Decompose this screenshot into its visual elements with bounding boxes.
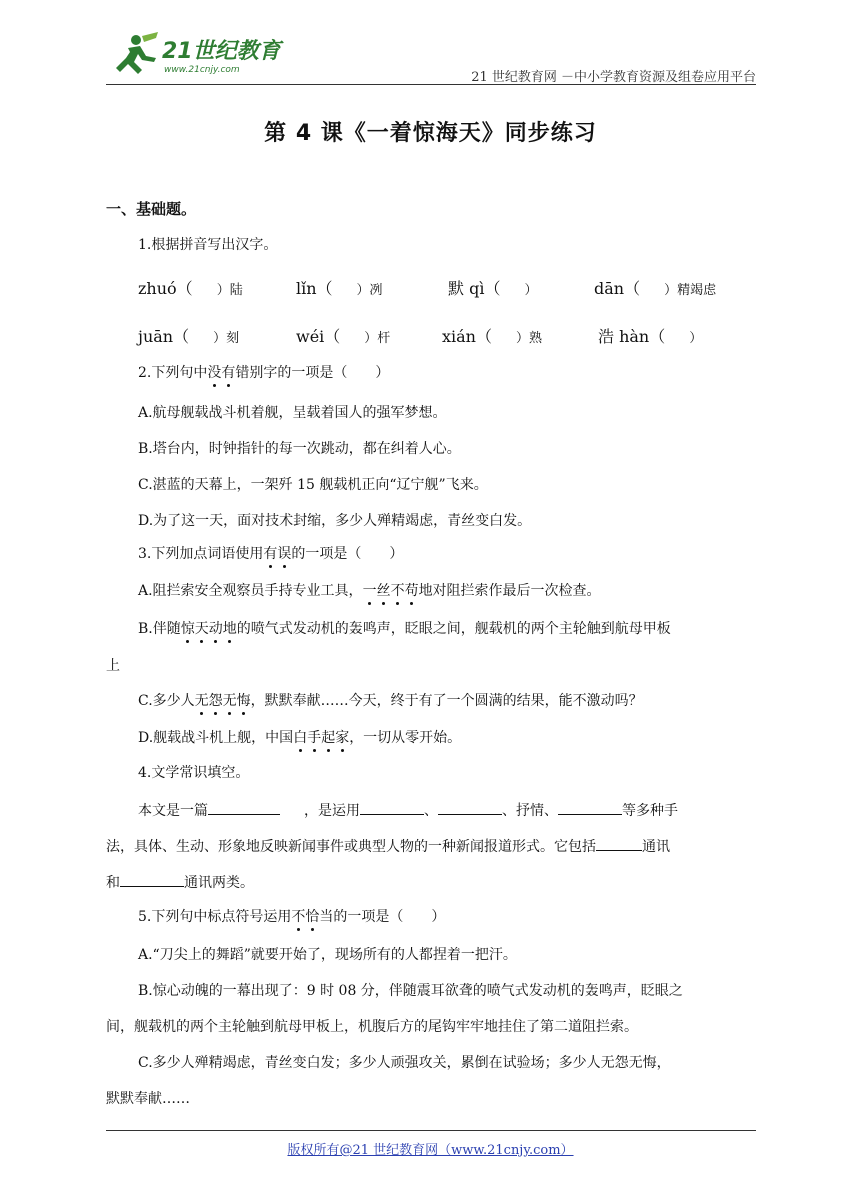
pinyin-item: 默 qì（ ） [448,279,538,298]
document-title: 第 4 课《一着惊海天》同步练习 [264,121,597,146]
answer-blank[interactable] [596,836,642,851]
copyright-footer[interactable] [0,1139,861,1158]
question-5-option-a: A.“刀尖上的舞蹈”就要开始了，现场所有的人都捏着一把汗。 [138,947,517,963]
question-2-option-b: B.塔台内，时钟指针的每一次跳动，都在纠着人心。 [138,441,461,457]
question-2-option-d: D.为了这一天，面对技术封缩，多少人殚精竭虑，青丝变白发。 [138,513,532,529]
footer-divider [106,1130,756,1131]
question-2-prompt: 2.下列句中没有错别字的一项是（ ） [106,362,788,382]
page-header [106,28,756,84]
answer-blank[interactable] [558,800,622,815]
question-5-prompt: 5.下列句中标点符号运用不恰当的一项是（ ） [106,906,788,926]
question-2-option-a: A.航母舰载战斗机着舰，呈载着国人的强军梦想。 [138,405,447,421]
answer-blank[interactable] [360,800,424,815]
question-3-option-c: C.多少人无怨无悔，默默奉献……今天，终于有了一个圆满的结果，能不激动吗？ [106,690,788,710]
pinyin-item: wéi（ ）杆 [296,327,391,346]
answer-blank[interactable] [208,800,280,815]
section-heading-basic: 一、基础题。 [106,200,197,218]
site-logo [106,28,286,80]
question-3-prompt: 3.下列加点词语使用有误的一项是（ ） [106,543,788,563]
question-5-option-b-line-1: B.惊心动魄的一幕出现了：9 时 08 分，伴随震耳欲聋的喷气式发动机的轰鸣声，眨眼之 [138,983,683,999]
answer-blank[interactable] [438,800,502,815]
question-5-option-c-line-1: C.多少人殚精竭虑，青丝变白发；多少人顽强攻关，累倒在试验场；多少人无怨无悔， [138,1055,671,1071]
question-4-line-2: 法，具体、生动、形象地反映新闻事件或典型人物的一种新闻报道形式。它包括 通讯 [106,836,756,856]
pinyin-item: juān（ ）刻 [138,327,240,346]
copyright-link[interactable]: 版权所有@21 世纪教育网（www.21cnjy.com） [287,1143,574,1158]
question-4-line-3: 和 通讯两类。 [106,872,756,892]
question-1-prompt: 1.根据拼音写出汉字。 [138,237,278,253]
header-divider [106,84,756,85]
pinyin-item: zhuó（ ）陆 [138,279,243,298]
pinyin-item: 浩 hàn（ ） [598,327,703,346]
question-5-option-c-line-2: 默默奉献…… [106,1091,190,1107]
question-4-prompt: 4.文学常识填空。 [138,765,250,781]
question-5-option-b-line-2: 间，舰载机的两个主轮触到航母甲板上，机腹后方的尾钩牢牢地挂住了第二道阻拦索。 [106,1019,638,1035]
pinyin-item: xián（ ）熟 [442,327,543,346]
svg-text:www.21cnjy.com: www.21cnjy.com [164,65,240,75]
runner-icon [116,32,158,74]
question-3-option-b-continued: 上 [106,658,120,674]
pinyin-item: lǐn（ ）冽 [296,279,383,298]
question-4-line-1: 本文是一篇 ，是运用 、 、抒情、 等多种手 [106,800,788,820]
question-2-option-c: C.湛蓝的天幕上，一架歼 15 舰载机正向“辽宁舰”飞来。 [138,477,488,493]
site-slogan: 21 世纪教育网 －中小学教育资源及组卷应用平台 [471,70,756,85]
pinyin-row-1 [138,276,758,300]
pinyin-item: dān（ ）精竭虑 [594,279,717,298]
pinyin-row-2 [138,324,758,348]
svg-text:21世纪教育: 21世纪教育 [162,39,281,64]
answer-blank[interactable] [120,872,184,887]
question-3-option-a: A.阻拦索安全观察员手持专业工具，一丝不苟地对阻拦索作最后一次检查。 [106,580,788,600]
question-3-option-b: B.伴随惊天动地的喷气式发动机的轰鸣声，眨眼之间，舰载机的两个主轮触到航母甲板 [106,618,788,638]
question-3-option-d: D.舰载战斗机上舰，中国白手起家，一切从零开始。 [106,727,788,747]
